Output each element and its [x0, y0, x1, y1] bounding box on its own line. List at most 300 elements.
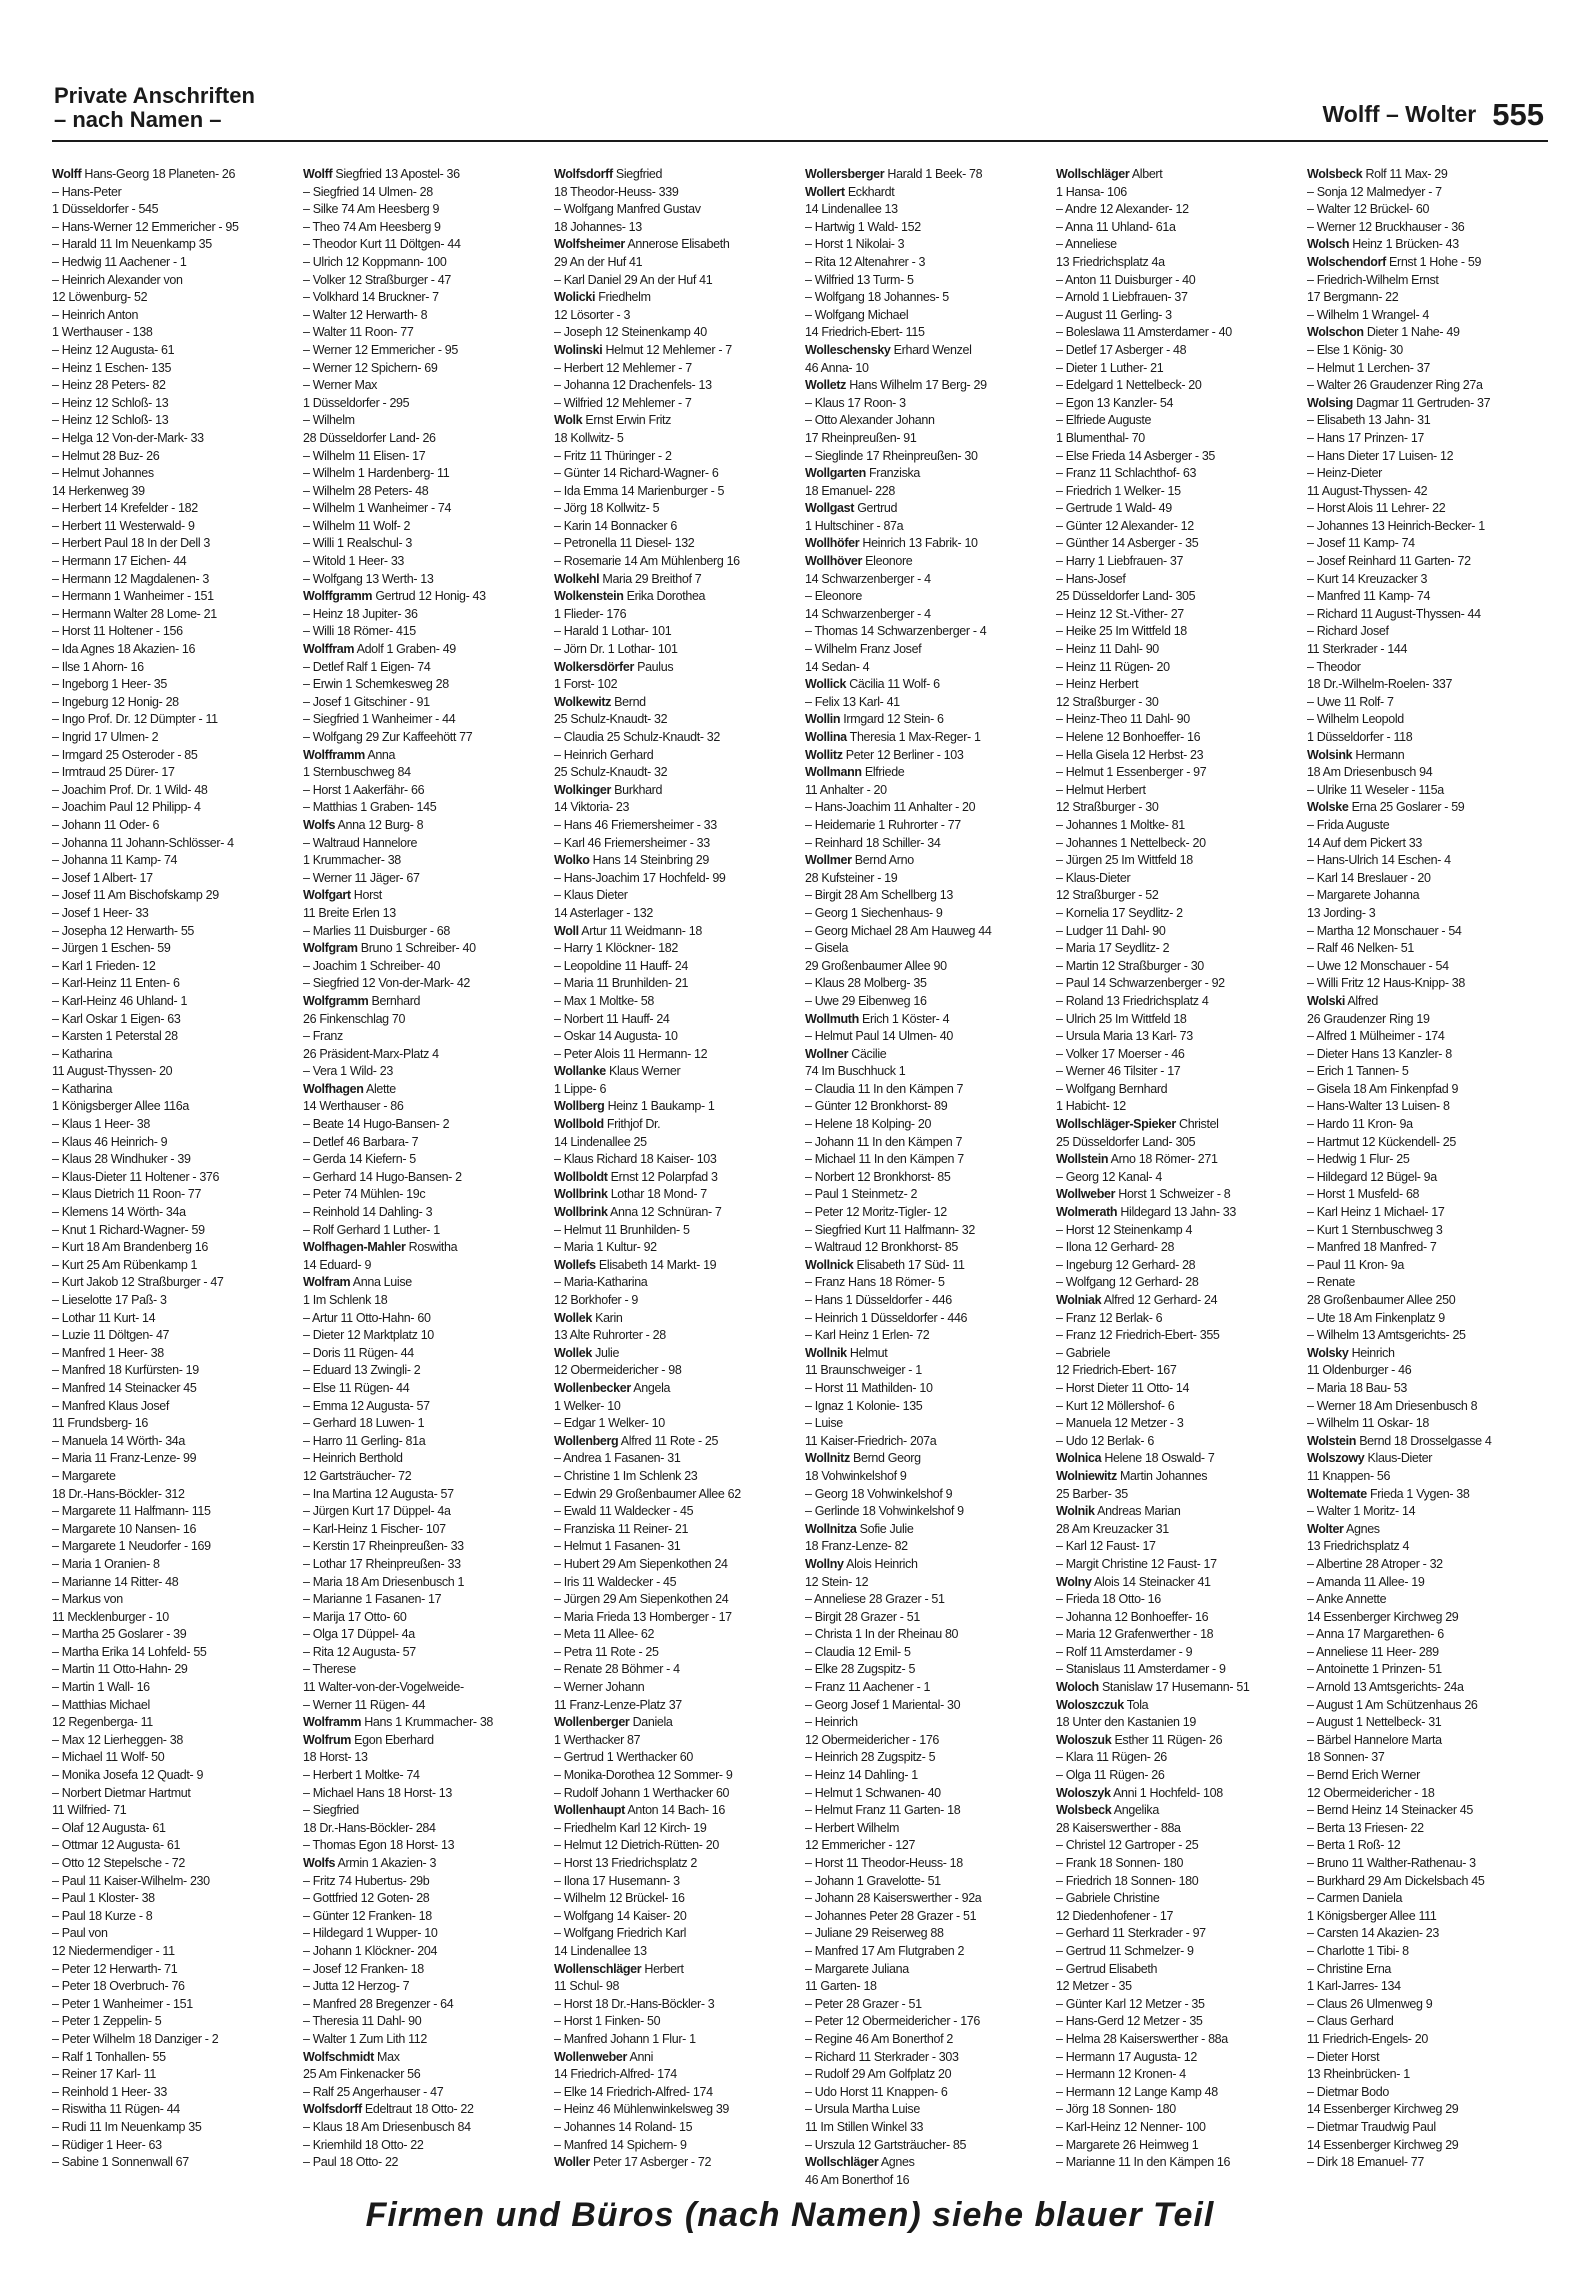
directory-entry — [554, 1486, 795, 1504]
directory-entry — [554, 2154, 795, 2172]
directory-entry — [1056, 2084, 1297, 2102]
directory-entry — [1056, 2049, 1297, 2067]
directory-entry — [1056, 307, 1297, 325]
directory-entry — [52, 747, 293, 765]
directory-entry — [1307, 1996, 1548, 2014]
directory-entry — [805, 1151, 1046, 1169]
surname: Wollefs — [554, 1257, 596, 1272]
directory-entry — [805, 2031, 1046, 2049]
directory-entry — [1056, 500, 1297, 518]
directory-entry — [1056, 1521, 1297, 1539]
directory-entry — [554, 518, 795, 536]
directory-entry — [1056, 1116, 1297, 1134]
entry-text: – Wilhelm Franz Josef — [805, 642, 922, 657]
entry-text: – Willi Fritz 12 Haus-Knipp- 38 — [1307, 976, 1465, 991]
directory-entry — [303, 659, 544, 677]
entry-text: – Elke 28 Zugspitz- 5 — [805, 1662, 916, 1677]
surname: Wollhöfer — [805, 536, 860, 551]
entry-text: – Hardo 11 Kron- 9a — [1307, 1117, 1413, 1132]
directory-entry — [1056, 623, 1297, 641]
directory-entry — [1056, 1503, 1297, 1521]
directory-entry — [303, 1345, 544, 1363]
entry-text: – Heinz 12 St.-Vither- 27 — [1056, 606, 1184, 621]
entry-text: – Gottfried 12 Goten- 28 — [303, 1891, 430, 1906]
directory-entry — [52, 1169, 293, 1187]
directory-entry — [303, 2066, 544, 2084]
directory-entry — [52, 1503, 293, 1521]
directory-entry — [1307, 1591, 1548, 1609]
directory-entry — [1056, 2013, 1297, 2031]
surname: Wollanke — [554, 1064, 606, 1079]
entry-text: – Walter 12 Herwarth- 8 — [303, 307, 428, 322]
directory-entry — [303, 1204, 544, 1222]
surname: Woloszyk — [1056, 1785, 1111, 1800]
surname: Wolfschmidt — [303, 2049, 374, 2064]
entry-text: – Richard 11 August-Thyssen- 44 — [1307, 606, 1481, 621]
entry-text: Hans-Georg 18 Planeten- 26 — [84, 167, 236, 181]
entry-text: – Margarete 26 Heimweg 1 — [1056, 2137, 1199, 2152]
entry-text: – Hans-Peter — [52, 184, 122, 199]
entry-text: 14 Werthauser - 86 — [303, 1099, 404, 1114]
directory-entry — [1307, 887, 1548, 905]
directory-entry — [52, 1591, 293, 1609]
directory-entry — [303, 1732, 544, 1750]
entry-text: Helmut — [849, 1345, 888, 1360]
directory-entry — [52, 1239, 293, 1257]
entry-text: – Wolfgang Friedrich Karl — [554, 1926, 687, 1941]
entry-text: – Paul 1 Steinmetz- 2 — [805, 1187, 918, 1202]
entry-text: – Knut 1 Richard-Wagner- 59 — [52, 1222, 205, 1237]
directory-entry — [1056, 1855, 1297, 1873]
entry-text: – Iris 11 Waldecker - 45 — [554, 1574, 677, 1589]
entry-text: – Claudia 12 Emil- 5 — [805, 1644, 911, 1659]
directory-entry — [1056, 1098, 1297, 1116]
directory-entry — [805, 1433, 1046, 1451]
directory-entry — [1056, 166, 1297, 184]
directory-entry — [1056, 1063, 1297, 1081]
entry-text: – Jürgen 25 Im Wittfeld 18 — [1056, 853, 1193, 868]
directory-entry — [805, 1574, 1046, 1592]
directory-entry — [1056, 1574, 1297, 1592]
entry-text: – Heinrich Gerhard — [554, 747, 654, 762]
entry-text: – Siegfried 12 Von-der-Mark- 42 — [303, 976, 471, 991]
entry-text: – Theodor Kurt 11 Döltgen- 44 — [303, 237, 461, 252]
directory-entry — [52, 1415, 293, 1433]
entry-text: 18 Am Driesenbusch 94 — [1307, 765, 1433, 780]
surname: Wollick — [805, 677, 847, 692]
entry-text: – Matthias Michael — [52, 1697, 150, 1712]
entry-text: – Alfred 1 Mülheimer - 174 — [1307, 1029, 1445, 1044]
directory-entry — [805, 2013, 1046, 2031]
entry-text: – Hermann 12 Magdalenen- 3 — [52, 571, 209, 586]
directory-entry — [805, 518, 1046, 536]
directory-entry — [52, 395, 293, 413]
directory-entry — [1056, 571, 1297, 589]
directory-entry — [554, 641, 795, 659]
entry-text: Bernd Arno — [854, 853, 914, 868]
directory-entry — [303, 1468, 544, 1486]
directory-entry — [303, 1996, 544, 2014]
entry-text: 18 Kollwitz- 5 — [554, 430, 624, 445]
directory-entry — [303, 1028, 544, 1046]
directory-entry — [52, 1116, 293, 1134]
entry-text: – Gertrud Elisabeth — [1056, 1961, 1158, 1976]
entry-text: – Christel 12 Gartroper - 25 — [1056, 1838, 1199, 1853]
entry-text: – Wilfried 12 Mehlemer - 7 — [554, 395, 692, 410]
directory-entry — [52, 1556, 293, 1574]
entry-text: Bernd — [614, 694, 646, 709]
entry-text: – Heinz 1 Eschen- 135 — [52, 360, 172, 375]
directory-entry — [1056, 799, 1297, 817]
entry-text: Bruno 1 Schreiber- 40 — [360, 941, 476, 956]
entry-text: – Beate 14 Hugo-Bansen- 2 — [303, 1117, 450, 1132]
directory-entry — [805, 1292, 1046, 1310]
directory-entry — [52, 782, 293, 800]
entry-text: Albert — [1131, 167, 1163, 181]
entry-text: Christel — [1179, 1117, 1219, 1132]
entry-text: – Manfred Johann 1 Flur- 1 — [554, 2031, 696, 2046]
directory-entry — [303, 641, 544, 659]
directory-entry — [52, 799, 293, 817]
directory-entry — [52, 1661, 293, 1679]
entry-text: – Paul 14 Schwarzenberger - 92 — [1056, 976, 1225, 991]
entry-text: 14 Essenberger Kirchweg 29 — [1307, 2137, 1459, 2152]
entry-text: 14 Schwarzenberger - 4 — [805, 571, 931, 586]
entry-text: – Edgar 1 Welker- 10 — [554, 1416, 665, 1431]
directory-entry — [1056, 1450, 1297, 1468]
directory-entry — [1307, 1468, 1548, 1486]
entry-text: – Günter 12 Bronkhorst- 89 — [805, 1099, 948, 1114]
entry-text: 74 Im Buschhuck 1 — [805, 1064, 906, 1079]
entry-text: 18 Unter den Kastanien 19 — [1056, 1715, 1196, 1730]
directory-entry — [303, 1925, 544, 1943]
directory-entry — [1056, 1679, 1297, 1697]
entry-text: Hermann — [1355, 747, 1405, 762]
entry-text: Alfred 12 Gerhard- 24 — [1103, 1293, 1218, 1307]
entry-text: 17 Rheinpreußen- 91 — [805, 430, 917, 445]
entry-text: – Hedwig 11 Aachener - 1 — [52, 254, 187, 269]
directory-entry — [1056, 1943, 1297, 1961]
entry-text: – Manuela 14 Wörth- 34a — [52, 1433, 186, 1448]
entry-text: – Ilona 17 Husemann- 3 — [554, 1873, 680, 1888]
entry-text: Stanislaw 17 Husemann- 51 — [1101, 1680, 1250, 1695]
directory-entry — [554, 817, 795, 835]
entry-text: – Matthias 1 Graben- 145 — [303, 800, 437, 815]
entry-text: Hans Wilhelm 17 Berg- 29 — [849, 378, 987, 393]
entry-text: – Horst 1 Finken- 50 — [554, 2014, 661, 2029]
directory-entry — [52, 623, 293, 641]
directory-entry — [554, 236, 795, 254]
directory-entry — [1307, 694, 1548, 712]
directory-entry — [554, 412, 795, 430]
directory-entry — [1056, 2031, 1297, 2049]
surname: Wollschläger-Spieker — [1056, 1117, 1176, 1132]
entry-text: – Edelgard 1 Nettelbeck- 20 — [1056, 378, 1202, 393]
directory-entry — [303, 219, 544, 237]
directory-entry — [1307, 1925, 1548, 1943]
directory-entry — [1307, 1732, 1548, 1750]
directory-entry — [52, 1151, 293, 1169]
directory-entry — [554, 201, 795, 219]
directory-entry — [554, 307, 795, 325]
directory-entry — [1307, 993, 1548, 1011]
entry-text: 18 Dr.-Hans-Böckler- 284 — [303, 1820, 436, 1835]
directory-entry — [303, 1556, 544, 1574]
directory-entry — [805, 1661, 1046, 1679]
surname: Wollschläger — [1056, 167, 1130, 181]
directory-entry — [805, 975, 1046, 993]
directory-entry — [303, 1574, 544, 1592]
directory-entry — [1307, 1873, 1548, 1891]
directory-entry — [52, 1697, 293, 1715]
entry-text: – Renate — [1307, 1275, 1355, 1290]
entry-text: – Heinrich 1 Düsseldorfer - 446 — [805, 1310, 968, 1325]
directory-entry — [1307, 483, 1548, 501]
directory-entry — [52, 1028, 293, 1046]
directory-entry — [554, 1503, 795, 1521]
entry-text: 1 Werthacker 87 — [554, 1732, 641, 1747]
entry-text: – Petronella 11 Diesel- 132 — [554, 536, 695, 551]
directory-entry — [554, 571, 795, 589]
directory-entry — [52, 324, 293, 342]
directory-entry — [1056, 606, 1297, 624]
directory-entry — [303, 518, 544, 536]
directory-entry — [303, 782, 544, 800]
entry-text: 14 Friedrich-Alfred- 174 — [554, 2067, 677, 2082]
entry-text: – Jürgen Kurt 17 Düppel- 4a — [303, 1504, 451, 1519]
entry-text: – Karl 46 Friemersheimer - 33 — [554, 835, 710, 850]
directory-entry — [303, 1908, 544, 1926]
entry-text: Rolf 11 Max- 29 — [1365, 167, 1448, 181]
surname: Wolfsdorff — [303, 2102, 362, 2117]
entry-text: – Hans-Joachim 17 Hochfeld- 99 — [554, 870, 726, 885]
directory-entry — [1056, 1749, 1297, 1767]
directory-entry — [554, 1134, 795, 1152]
directory-entry — [52, 1925, 293, 1943]
entry-text: – Karl 12 Faust- 17 — [1056, 1539, 1156, 1554]
entry-text: 1 Hultschiner - 87a — [805, 518, 904, 533]
entry-text: Siegfried 13 Apostel- 36 — [335, 167, 460, 181]
directory-entry — [1056, 201, 1297, 219]
directory-entry — [554, 430, 795, 448]
directory-entry — [805, 623, 1046, 641]
entry-text: Erna 25 Goslarer - 59 — [1351, 800, 1465, 815]
directory-entry — [1056, 659, 1297, 677]
directory-entry — [303, 606, 544, 624]
entry-text: – Franz 11 Aachener - 1 — [805, 1680, 931, 1695]
entry-text: – Georg Michael 28 Am Hauweg 44 — [805, 923, 992, 938]
entry-text: – Anneliese 28 Grazer - 51 — [805, 1592, 945, 1607]
directory-entry — [303, 254, 544, 272]
entry-text: – Wilfried 13 Turm- 5 — [805, 272, 914, 287]
directory-entry — [554, 1046, 795, 1064]
directory-entry — [1307, 1486, 1548, 1504]
directory-entry — [1056, 1415, 1297, 1433]
directory-entry — [1056, 448, 1297, 466]
directory-entry — [303, 1802, 544, 1820]
directory-entry — [303, 1749, 544, 1767]
entry-text: – Walter 1 Moritz- 14 — [1307, 1504, 1416, 1519]
entry-text: 28 Großenbaumer Allee 250 — [1307, 1293, 1456, 1307]
entry-text: – Claus 26 Ulmenweg 9 — [1307, 1996, 1433, 2011]
directory-entry — [52, 430, 293, 448]
directory-entry — [303, 166, 544, 184]
entry-text: – Ilona 12 Gerhard- 28 — [1056, 1240, 1175, 1255]
directory-entry — [1307, 1679, 1548, 1697]
entry-text: – Manfred 18 Manfred- 7 — [1307, 1240, 1437, 1255]
directory-entry — [1056, 1169, 1297, 1187]
directory-entry — [1056, 1697, 1297, 1715]
directory-entry — [1307, 1574, 1548, 1592]
entry-text: – Otto Alexander Johann — [805, 413, 935, 428]
directory-entry — [1307, 1450, 1548, 1468]
entry-text: Cäcilia 11 Wolf- 6 — [849, 677, 940, 692]
directory-entry — [554, 2137, 795, 2155]
entry-text: – Sieglinde 17 Rheinpreußen- 30 — [805, 448, 978, 463]
entry-text: – Udo Horst 11 Knappen- 6 — [805, 2084, 948, 2099]
entry-text: – Margarete Juliana — [805, 1961, 909, 1976]
directory-entry — [52, 1362, 293, 1380]
entry-text: – Elfriede Auguste — [1056, 413, 1152, 428]
directory-entry — [805, 1134, 1046, 1152]
directory-entry — [554, 782, 795, 800]
entry-text: – Paul von — [52, 1926, 108, 1941]
directory-entry — [554, 1521, 795, 1539]
directory-entry — [1056, 729, 1297, 747]
entry-text: – Christine 1 Im Schlenk 23 — [554, 1468, 698, 1483]
directory-entry — [303, 1486, 544, 1504]
entry-text: Daniela — [632, 1715, 673, 1730]
entry-text: – Horst 1 Nikolai- 3 — [805, 237, 905, 252]
directory-entry — [52, 1961, 293, 1979]
directory-entry — [52, 377, 293, 395]
directory-entry — [1056, 641, 1297, 659]
page-number: 555 — [1492, 97, 1544, 132]
directory-entry — [52, 1908, 293, 1926]
directory-entry — [1307, 324, 1548, 342]
directory-entry — [554, 1556, 795, 1574]
entry-text: – Karsten 1 Peterstal 28 — [52, 1029, 178, 1044]
entry-text: 12 Obermeidericher - 98 — [554, 1363, 682, 1378]
directory-entry — [52, 2154, 293, 2172]
directory-entry — [1056, 1837, 1297, 1855]
directory-entry — [1307, 236, 1548, 254]
entry-text: 29 Großenbaumer Allee 90 — [805, 958, 947, 973]
directory-entry — [303, 553, 544, 571]
entry-text: – Rolf 11 Amsterdamer - 9 — [1056, 1644, 1193, 1659]
entry-text: – Michael Hans 18 Horst- 13 — [303, 1785, 452, 1800]
entry-text: – Fritz 11 Thüringer - 2 — [554, 448, 672, 463]
entry-text: 11 Braunschweiger - 1 — [805, 1363, 922, 1378]
directory-entry — [52, 588, 293, 606]
directory-entry — [1307, 289, 1548, 307]
entry-text: – Kurt Jakob 12 Straßburger - 47 — [52, 1275, 224, 1290]
entry-text: – Claudia 25 Schulz-Knaudt- 32 — [554, 730, 721, 744]
directory-entry — [1056, 1151, 1297, 1169]
surname: Wollnick — [805, 1257, 854, 1272]
directory-entry — [554, 500, 795, 518]
directory-entry — [1307, 747, 1548, 765]
entry-text: – Karl Oskar 1 Eigen- 63 — [52, 1011, 181, 1026]
entry-text: – Hedwig 1 Flur- 25 — [1307, 1152, 1410, 1167]
surname: Wolnik — [1056, 1504, 1095, 1519]
entry-text: 18 Dr.-Wilhelm-Roelen- 337 — [1307, 677, 1453, 692]
entry-text: – Karin 14 Bonnacker 6 — [554, 518, 677, 533]
entry-text: – Gerhard 14 Hugo-Bansen- 2 — [303, 1169, 462, 1184]
entry-text: Karin — [595, 1310, 623, 1325]
entry-text: – Heinrich Anton — [52, 307, 139, 322]
directory-entry — [303, 1837, 544, 1855]
directory-entry — [52, 219, 293, 237]
directory-entry — [1056, 1274, 1297, 1292]
directory-entry — [1307, 412, 1548, 430]
entry-text: – Michael 11 Wolf- 50 — [52, 1750, 165, 1765]
entry-text: – Helma 28 Kaiserswerther - 88a — [1056, 2031, 1228, 2046]
entry-text: – Olaf 12 Augusta- 61 — [52, 1820, 166, 1835]
entry-text: – Ursula Martha Luise — [805, 2102, 920, 2117]
entry-text: – Klaus Dieter — [554, 888, 628, 903]
entry-text: – Gabriele Christine — [1056, 1891, 1160, 1906]
entry-text: – Manuela 12 Metzer - 3 — [1056, 1416, 1184, 1431]
directory-entry — [52, 1186, 293, 1204]
directory-entry — [52, 1978, 293, 1996]
entry-text: – Hans Dieter 17 Luisen- 12 — [1307, 448, 1454, 463]
entry-text: Eleonore — [865, 554, 913, 569]
surname: Wolleschensky — [805, 342, 891, 357]
entry-text: – Harro 11 Gerling- 81a — [303, 1433, 426, 1448]
directory-entry — [303, 2119, 544, 2137]
directory-entry — [52, 500, 293, 518]
entry-text: – Andre 12 Alexander- 12 — [1056, 202, 1189, 217]
directory-entry — [554, 483, 795, 501]
entry-text: – Georg 18 Vohwinkelshof 9 — [805, 1486, 953, 1501]
entry-text: 1 Düsseldorfer - 545 — [52, 202, 159, 217]
entry-text: – Monika-Dorothea 12 Sommer- 9 — [554, 1768, 733, 1783]
directory-entry — [52, 1873, 293, 1891]
entry-text: – Antoinette 1 Prinzen- 51 — [1307, 1662, 1442, 1677]
entry-text: – Lothar 11 Kurt- 14 — [52, 1310, 156, 1325]
directory-entry — [805, 1011, 1046, 1029]
entry-text: Agnes — [1346, 1521, 1380, 1536]
surname: Wollbold — [554, 1117, 604, 1132]
directory-entry — [805, 307, 1046, 325]
directory-entry — [52, 553, 293, 571]
directory-entry — [805, 1591, 1046, 1609]
entry-text: – Rosemarie 14 Am Mühlenberg 16 — [554, 554, 740, 569]
surname: Wolski — [1307, 993, 1345, 1008]
entry-text: – Katharina — [52, 1046, 113, 1061]
directory-entry — [303, 272, 544, 290]
entry-text: – Hans-Joachim 11 Anhalter - 20 — [805, 800, 976, 815]
entry-text: 18 Emanuel- 228 — [805, 483, 895, 498]
directory-entry — [303, 1714, 544, 1732]
entry-text: – Marianne 1 Fasanen- 17 — [303, 1592, 442, 1607]
entry-text: Hans 1 Krummacher- 38 — [364, 1715, 494, 1730]
directory-entry — [805, 1890, 1046, 1908]
directory-entry — [805, 905, 1046, 923]
entry-text: – Herbert 14 Krefelder - 182 — [52, 501, 198, 516]
directory-entry — [1056, 1820, 1297, 1838]
directory-entry — [554, 1626, 795, 1644]
entry-text: Anni 1 Hochfeld- 108 — [1113, 1785, 1223, 1800]
entry-text: – Johann 28 Kaiserswerther - 92a — [805, 1891, 982, 1906]
entry-text: – Rolf Gerhard 1 Luther- 1 — [303, 1222, 440, 1237]
directory-entry — [805, 324, 1046, 342]
entry-text: – Carsten 14 Akazien- 23 — [1307, 1926, 1439, 1941]
directory-entry — [1056, 1222, 1297, 1240]
directory-entry — [805, 711, 1046, 729]
directory-entry — [805, 782, 1046, 800]
